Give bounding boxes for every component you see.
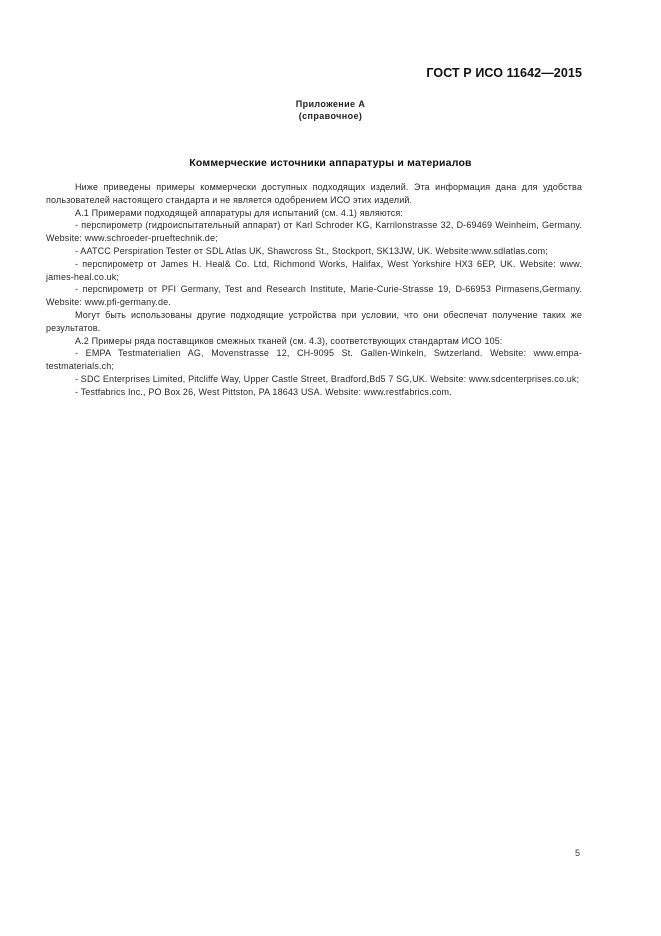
list-item-sdc: - SDC Enterprises Limited, Pitcliffe Way, Upper Castle Street, Bradford,Bd5 7 SG,UK. Website: www.sdcenterprises.co.uk; bbox=[75, 373, 580, 384]
alternative-devices-note: Могут быть использованы другие подходящие устройства при условии, что они обеспечат получение таких же результатов. bbox=[46, 309, 582, 333]
clause-a1-heading: А.1 Примерами подходящей аппаратуры для испытаний (см. 4.1) являются: bbox=[75, 207, 404, 218]
annex-type: (справочное) bbox=[298, 111, 363, 121]
page-number: 5 bbox=[575, 848, 581, 858]
list-item-schroder: - перспирометр (гидроиспытательный аппарат) от Karl Schroder KG, Karrilonstrasse 32, D-69469 Weinheim, Germany. Website: www.schroeder-prueftechnik.de; bbox=[46, 220, 582, 244]
document-body bbox=[46, 181, 582, 399]
list-item-testfabrics: - Testfabrics Inc., PO Box 26, West Pittston, PA 18643 USA. Website: www.restfabrics.com. bbox=[75, 386, 452, 397]
section-title: Коммерческие источники аппаратуры и материалов bbox=[189, 157, 472, 169]
document-code-header: ГОСТ Р ИСО 11642—2015 bbox=[426, 66, 582, 80]
clause-a2-heading: А.2 Примеры ряда поставщиков смежных тканей (см. 4.3), соответствующих стандартам ИСО 105: bbox=[75, 335, 503, 346]
annex-label: Приложение А bbox=[295, 99, 366, 109]
intro-paragraph: Ниже приведены примеры коммерчески доступных подходящих изделий. Эта информация дана для удобства пользователей настоящего стандарта и не является одобрением ИСО этих изделий. bbox=[46, 182, 582, 205]
list-item-james-heal: - перспирометр от James H. Heal& Co. Ltd, Richmond Works, Halifax, West Yorkshire HX3 6EP, UK. Website: www. james-heal.co.uk; bbox=[46, 258, 582, 282]
list-item-empa: - EMPA Testmaterialien AG, Movenstrasse 12, CH-9095 St. Gallen-Winkeln, Swtzerland. Website: www.empa-testmaterials.ch; bbox=[46, 348, 582, 372]
list-item-pfi-germany: - перспирометр от PFI Germany, Test and Research Institute, Marie-Curie-Strasse 19, D-66953 Pirmasens,Germany. Website: www.pfi-germany.de. bbox=[46, 284, 582, 308]
list-item-sdl-atlas: - AATCC Perspiration Tester от SDL Atlas UK, Shawcross St., Stockport, SK13JW, UK. Website:www.sdlatlas.com; bbox=[75, 245, 548, 256]
annex-heading bbox=[0, 98, 661, 122]
